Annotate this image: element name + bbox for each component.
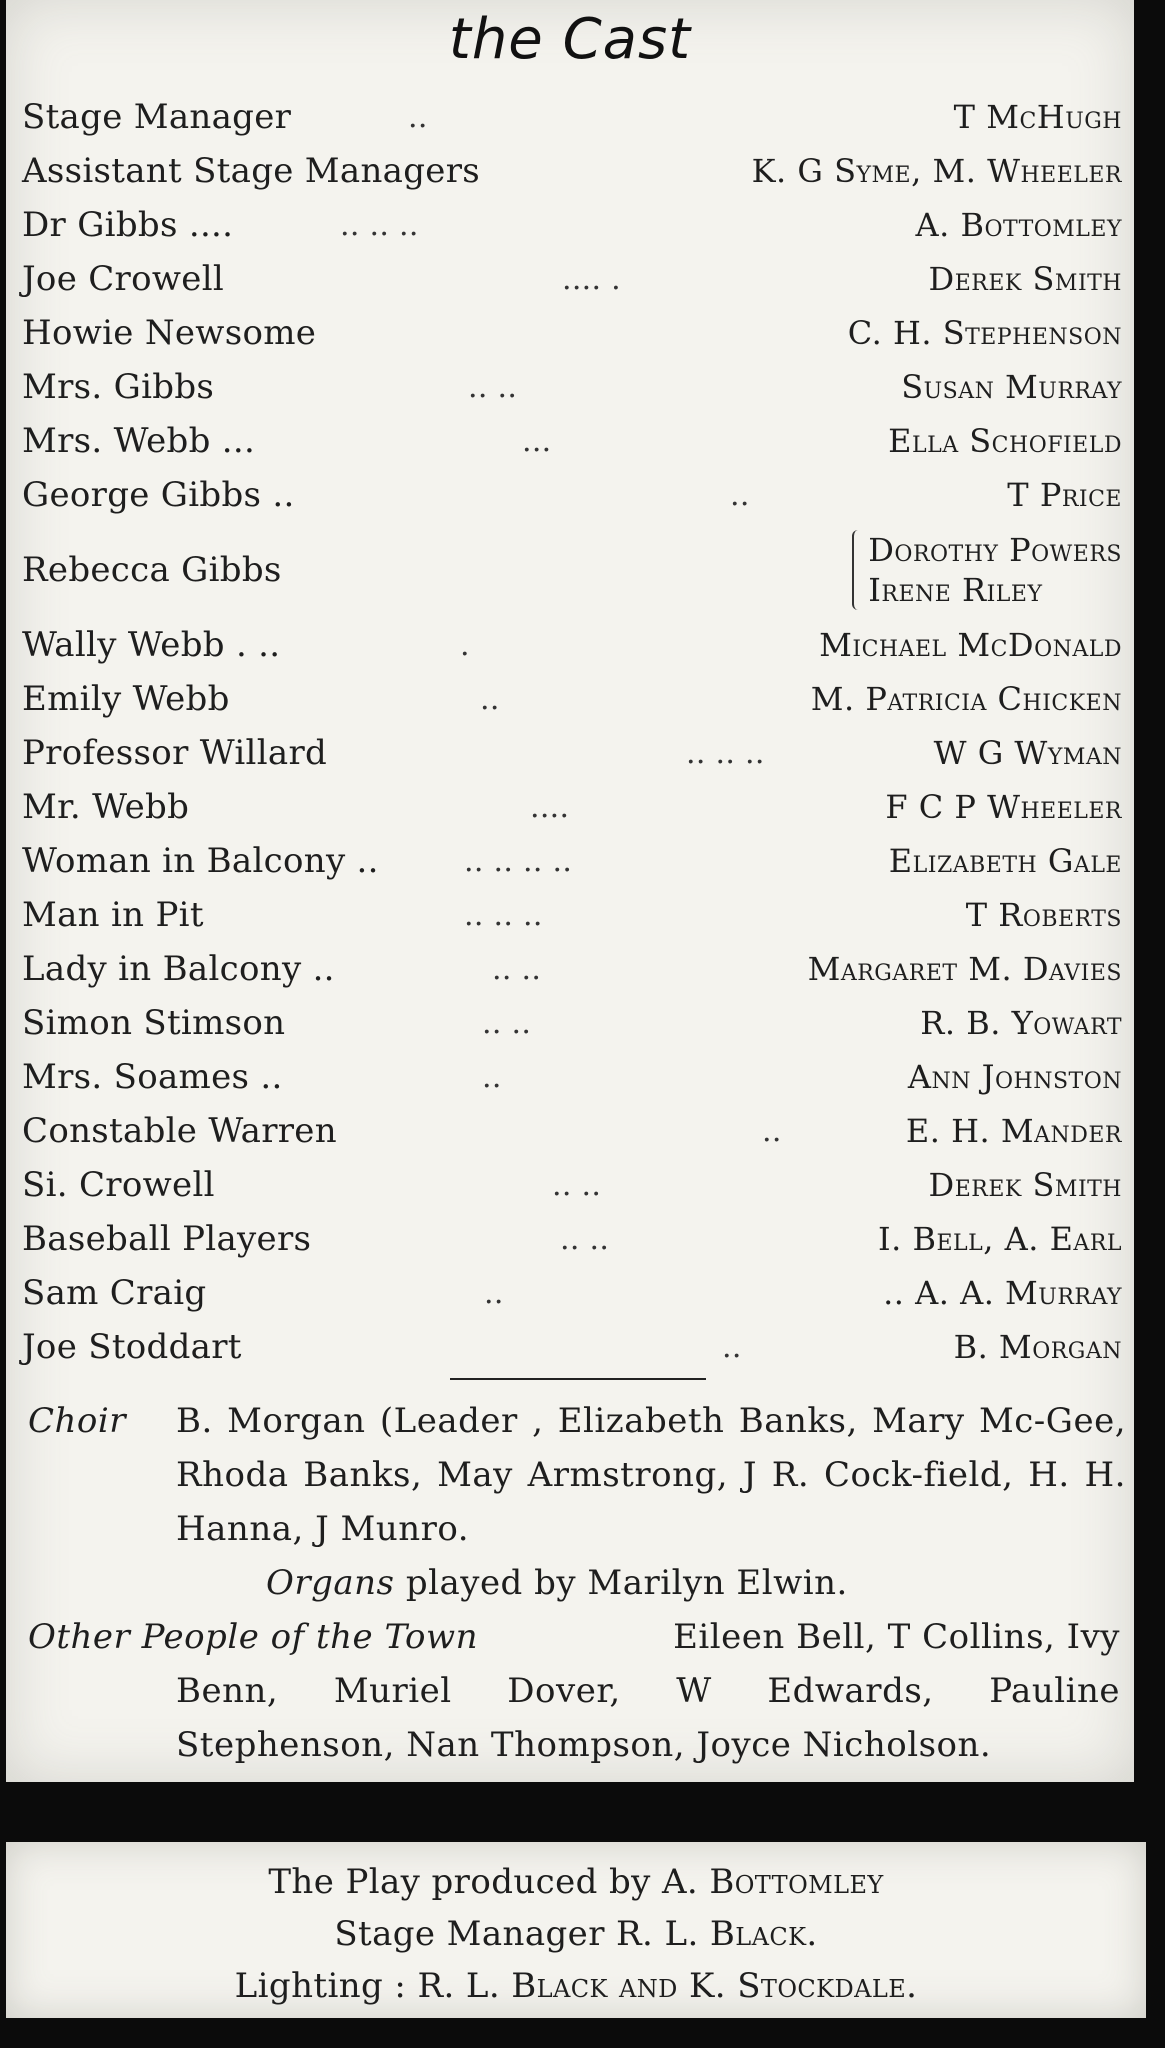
role-name: Mrs. Soames .. [22,1057,283,1097]
role-name: Howie Newsome [22,313,317,353]
cast-row [22,834,1122,888]
cast-row [22,888,1122,942]
actor-name: Michael McDonald [819,626,1122,664]
role-name: Rebecca Gibbs [22,550,282,590]
leader-dots: .. [482,1059,502,1095]
leader-dots: .. .. [552,1167,602,1203]
leader-dots: .. [484,1275,504,1311]
cast-row [22,468,1122,522]
divider-rule [450,1378,706,1380]
leader-dots: .. [480,681,500,717]
choir-text: B. Morgan (Leader , Elizabeth Banks, Mary Mc-Gee, Rhoda Banks, May Armstrong, J R. Cock-field, H. H. Hanna, J Munro. [176,1401,1126,1549]
lighting-line [6,1960,1146,2012]
cast-row [22,252,1122,306]
cast-row [22,1104,1122,1158]
actor-name: Susan Murray [901,368,1122,406]
cast-row [22,306,1122,360]
leader-dots: .. [730,477,750,513]
actor-name: .. A. A. Murray [883,1274,1122,1312]
leader-dots: .. .. .. [464,897,543,933]
cast-list [22,90,1122,1374]
actor-name: M. Patricia Chicken [810,680,1122,718]
other-people-label: Other People of the Town [28,1617,478,1657]
leader-dots: .. [762,1113,782,1149]
role-name: Baseball Players [22,1219,312,1259]
cast-row [22,672,1122,726]
organs-rest: played by Marilyn Elwin. [394,1563,848,1603]
lighting-prefix: Lighting : R. L. [234,1966,512,2006]
actor-name: F C P Wheeler [885,788,1122,826]
choir-paragraph [28,1394,1128,1556]
actor-name: Margaret M. Davies [807,950,1122,988]
role-name: Mr. Webb [22,787,190,827]
actor-pair [852,530,1122,610]
credits [6,1856,1146,2012]
cast-row [22,522,1122,618]
role-name: Wally Webb . .. [22,625,281,665]
stage-manager-prefix: Stage Manager R. L. [334,1914,710,1954]
cast-row [22,1050,1122,1104]
lighting-names: Black and K. Stockdale. [511,1966,918,2006]
role-name: Mrs. Webb ... [22,421,256,461]
cast-row [22,726,1122,780]
role-name: Joe Stoddart [22,1327,242,1367]
actor-name: Derek Smith [928,1166,1122,1204]
organs-line [28,1556,1128,1610]
organs-word: Organs [266,1563,395,1603]
credits-sheet [6,1842,1146,2018]
cast-sheet [6,0,1134,1782]
leader-dots: .. .. [482,1005,532,1041]
role-name: George Gibbs .. [22,475,295,515]
role-name: Sam Craig [22,1273,207,1313]
actor-name: T Roberts [965,896,1122,934]
role-name: Stage Manager [22,97,292,137]
leader-dots: . [460,627,470,663]
leader-dots: .. .. .. .. [464,843,573,879]
cast-row [22,198,1122,252]
cast-row [22,780,1122,834]
actor-name: Derek Smith [928,260,1122,298]
producer-line [6,1856,1146,1908]
stage-manager-line [6,1908,1146,1960]
other-people-first: Eileen Bell, T Collins, Ivy [673,1617,1120,1657]
page-title: the Cast [448,7,692,72]
cast-row [22,1212,1122,1266]
actor-name: C. H. Stephenson [847,314,1122,352]
actor-name: T Price [1007,476,1122,514]
actor-name: I. Bell, A. Earl [878,1220,1122,1258]
other-people-rest: Benn, Muriel Dover, W Edwards, Pauline Stephenson, Nan Thompson, Joyce Nicholson. [176,1671,1120,1765]
cast-row [22,942,1122,996]
role-name: Dr Gibbs .... [22,205,234,245]
leader-dots: .. .. .. [686,735,765,771]
cast-row [22,144,1122,198]
brace [852,530,862,610]
other-people-paragraph [28,1610,1128,1772]
leader-dots: .. [722,1329,742,1365]
producer-prefix: The Play produced by A. [268,1862,710,1902]
role-name: Woman in Balcony .. [22,841,379,881]
actor-names [868,530,1122,610]
actor-name: Irene Riley [868,571,1043,609]
cast-row [22,414,1122,468]
actor-name: Elizabeth Gale [888,842,1122,880]
actor-name: T McHugh [953,98,1122,136]
choir-label: Choir [28,1401,127,1441]
actor-name: E. H. Mander [905,1112,1122,1150]
actor-name: Dorothy Powers [868,531,1122,569]
cast-row [22,360,1122,414]
actor-name: A. Bottomley [915,206,1122,244]
leader-dots: .. [408,99,428,135]
role-name: Lady in Balcony .. [22,949,335,989]
role-name: Constable Warren [22,1111,337,1151]
ensemble-section [28,1394,1128,1772]
cast-row [22,90,1122,144]
leader-dots: .. .. [492,951,542,987]
producer-name: Bottomley [709,1862,884,1902]
actor-name: Ann Johnston [907,1058,1122,1096]
role-name: Assistant Stage Managers [22,151,481,191]
leader-dots: .... . [562,261,622,297]
role-name: Professor Willard [22,733,328,773]
leader-dots: .. .. [560,1221,610,1257]
cast-row [22,1320,1122,1374]
role-name: Emily Webb [22,679,230,719]
cast-row [22,1158,1122,1212]
leader-dots: ... [522,423,552,459]
cast-row [22,1266,1122,1320]
actor-name: K. G Syme, M. Wheeler [751,152,1122,190]
leader-dots: .. .. [468,369,518,405]
other-people-first-line [28,1610,1120,1664]
role-name: Simon Stimson [22,1003,286,1043]
leader-dots: .... [530,789,570,825]
cast-row [22,618,1122,672]
actor-name: R. B. Yowart [920,1004,1122,1042]
stage-manager-name: Black. [709,1914,818,1954]
actor-name: B. Morgan [953,1328,1122,1366]
role-name: Joe Crowell [22,259,225,299]
actor-name: W G Wyman [933,734,1122,772]
role-name: Si. Crowell [22,1165,215,1205]
role-name: Mrs. Gibbs [22,367,215,407]
cast-row [22,996,1122,1050]
role-name: Man in Pit [22,895,204,935]
actor-name: Ella Schofield [888,422,1122,460]
leader-dots: .. .. .. [340,207,419,243]
